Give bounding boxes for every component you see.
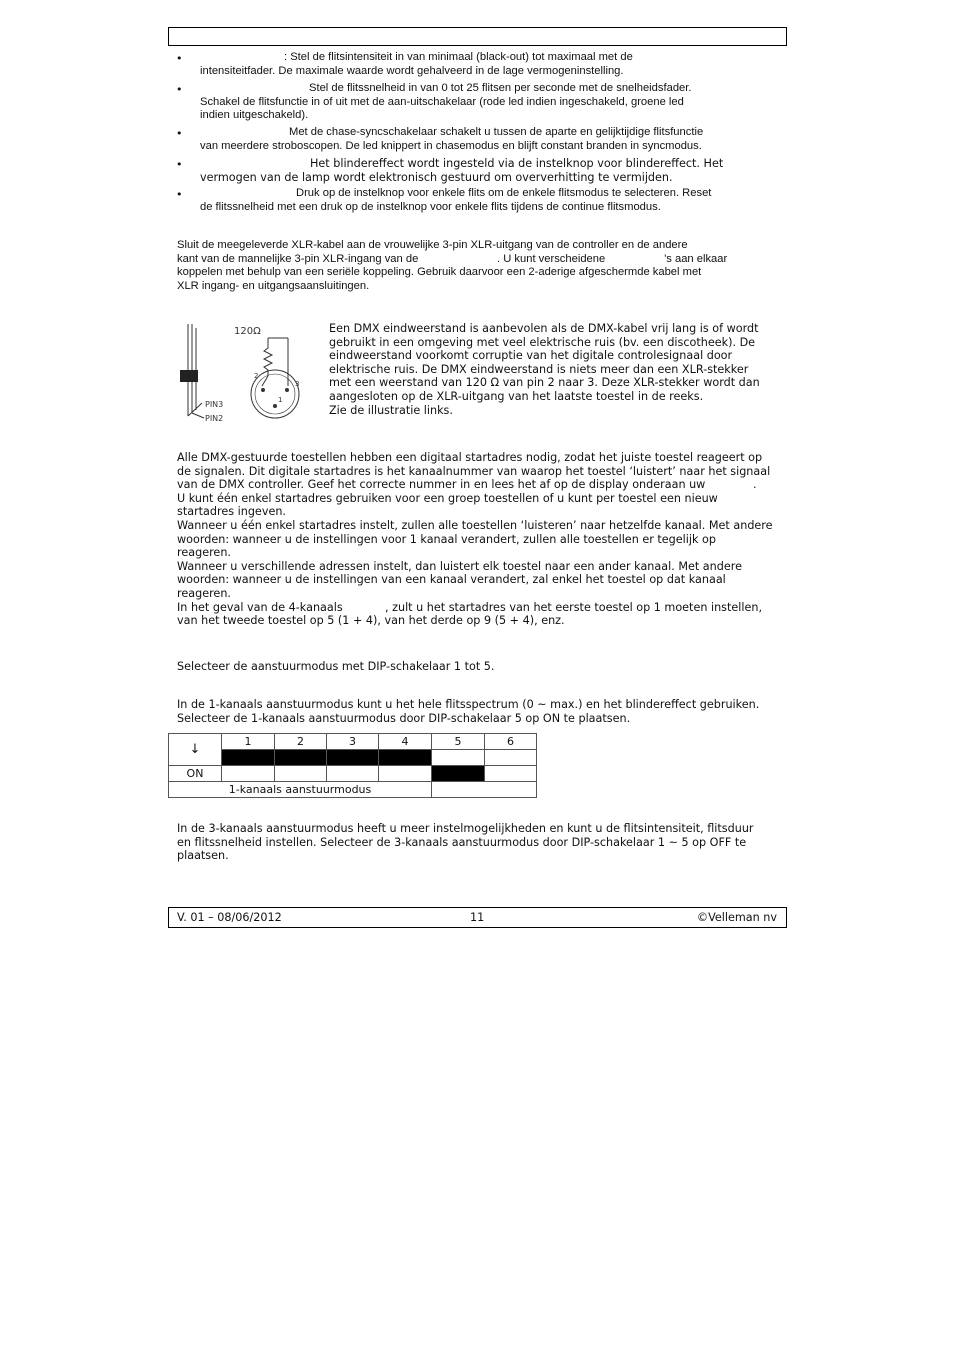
address-line: de signalen. Dit digitale startadres is het kanaalnummer van waarop het toestel ‘luistert’ naar het signaal: [177, 464, 771, 478]
three-ch-line: In de 3-kanaals aanstuurmodus heeft u meer instelmogelijkheden en kunt u de flitsintensiteit, flitsduur: [177, 822, 754, 835]
dip-on-label: ON: [169, 766, 222, 782]
one-ch-line: In de 1-kanaals aanstuurmodus kunt u het hele flitsspectrum (0 ~ max.) en het blindereffect gebruiken.: [177, 698, 760, 711]
address-line: , zult u het startadres van het eerste toestel op 1 moeten instellen,: [385, 600, 763, 614]
xlr-line-2c: ’s aan elkaar: [664, 252, 728, 265]
address-line: woorden: wanneer u de instellingen voor 1 kanaal verandert, zullen alle toestellen er tegelijk op: [177, 532, 716, 546]
dip-switch-5-off: [432, 750, 485, 766]
one-ch-line: Selecteer de 1-kanaals aanstuurmodus door DIP-schakelaar 5 op ON te plaatsen.: [177, 711, 631, 725]
pin-num-1: 1: [278, 396, 283, 404]
xlr-line-2a: kant van de mannelijke 3-pin XLR-ingang van de: [177, 252, 419, 265]
bullet-dot: •: [176, 127, 183, 140]
dip-switch-3-on: [327, 766, 379, 782]
xlr-line-4: XLR ingang- en uitgangsaansluitingen.: [177, 279, 370, 292]
bullet-4-line-2: vermogen van de lamp wordt elektronisch gestuurd om oververhitting te vermijden.: [200, 170, 673, 184]
bullet-dot: •: [176, 188, 183, 201]
address-line: van het tweede toestel op 5 (1 + 4), van het derde op 9 (5 + 4), enz.: [177, 614, 565, 628]
address-line: .: [753, 478, 757, 492]
dmx-term-line: eindweerstand voorkomt corruptie van het digitale controlesignaal door: [329, 349, 733, 363]
dip-switch-2-off: [275, 750, 327, 766]
bullet-4: [200, 157, 780, 184]
bullet-2: [200, 82, 780, 123]
dmx-term-line: Een DMX eindweerstand is aanbevolen als de DMX-kabel vrij lang is of wordt: [329, 322, 759, 335]
bullet-dot: •: [176, 158, 183, 171]
footer-page-number: 11: [470, 911, 485, 924]
address-paragraph: [177, 451, 782, 628]
bullet-4-line-1: Het blindereffect wordt ingesteld via de instelknop voor blindereffect. Het: [310, 157, 724, 170]
dip-switch-6-on: [485, 766, 537, 782]
dmx-termination-text: [329, 322, 784, 417]
dip-switch-1-off: [222, 750, 275, 766]
three-channel-paragraph: [177, 822, 782, 863]
header-box: [168, 27, 787, 46]
bullet-5-line-2: de flitssnelheid met een druk op de instelknop voor enkele flits tijdens de continue flitsmodus.: [200, 200, 661, 213]
dmx-term-line: gebruikt in een omgeving met veel elektrische ruis (bv. een discotheek). De: [329, 335, 756, 349]
dip-header: 4: [379, 734, 432, 750]
address-line: Wanneer u verschillende adressen instelt, dan luistert elk toestel naar een ander kanaal. Met andere: [177, 559, 742, 573]
bullet-2-line-3: indien uitgeschakeld).: [200, 109, 309, 122]
address-line: Wanneer u één enkel startadres instelt, zullen alle toestellen ‘luisteren’ naar hetzelfde kanaal. Met andere: [177, 518, 773, 532]
address-line: startadres ingeven.: [177, 505, 286, 519]
bullet-3-line-2: van meerdere stroboscopen. De led knippert in chasemodus en blijft constant branden in syncmodus.: [200, 139, 702, 152]
three-ch-line: plaatsen.: [177, 849, 229, 863]
dip-header: 6: [485, 734, 537, 750]
dip-switch-2-on: [275, 766, 327, 782]
dmx-term-line: aangesloten op de XLR-uitgang van het laatste toestel in de reeks.: [329, 389, 704, 403]
dip-caption: 1-kanaals aanstuurmodus: [169, 782, 432, 798]
page-footer: [168, 907, 787, 928]
dmx-term-line: met een weerstand van 120 Ω van pin 2 naar 3. Deze XLR-stekker wordt dan: [329, 376, 760, 390]
address-line: reageren.: [177, 586, 231, 600]
dip-switch-1-on: [222, 766, 275, 782]
three-ch-line: en flitssnelheid instellen. Selecteer de 3-kanaals aanstuurmodus door DIP-schakelaar 1 ~ 5 op OFF te: [177, 835, 747, 849]
dip-switch-4-on: [379, 766, 432, 782]
down-arrow-icon: ↓: [169, 734, 222, 766]
bullet-1-line-1: Stel de flitsintensiteit in van minimaal (black-out) tot maximaal met de: [290, 51, 633, 63]
footer-copyright: ©Velleman nv: [696, 911, 777, 924]
xlr-line-3: koppelen met behulp van een seriële koppeling. Gebruik daarvoor een 2-aderige afgeschermde kabel met: [177, 266, 702, 279]
dip-header: 2: [275, 734, 327, 750]
address-line: In het geval van de 4-kanaals: [177, 600, 343, 614]
pin-num-3: 3: [295, 380, 300, 388]
one-channel-paragraph: [177, 698, 782, 725]
bullet-5: [200, 187, 780, 214]
dip-header: 1: [222, 734, 275, 750]
dip-switch-table: [168, 733, 537, 798]
bullet-dot: •: [176, 83, 183, 96]
bullet-3-line-1: Met de chase-syncschakelaar schakelt u tussen de aparte en gelijktijdige flitsfunctie: [289, 126, 704, 138]
dmx-term-line: Zie de illustratie links.: [329, 403, 453, 417]
address-line: U kunt één enkel startadres gebruiken voor een groep toestellen of u kunt per toestel een nieuw: [177, 491, 718, 505]
bullet-5-line-1: Druk op de instelknop voor enkele flits om de enkele flitsmodus te selecteren. Reset: [296, 187, 712, 199]
dmx-term-line: elektrische ruis. De DMX eindweerstand is niets meer dan een XLR-stekker: [329, 362, 749, 376]
pin3-label: PIN3: [205, 400, 224, 409]
address-line: reageren.: [177, 546, 231, 560]
pin-num-2: 2: [254, 372, 259, 380]
bullet-1-line-2: intensiteitfader. De maximale waarde wordt gehalveerd in de lage vermogeninstelling.: [200, 64, 624, 77]
address-line: woorden: wanneer u de instellingen van een kanaal verandert, zal enkel het toestel op dat kanaal: [177, 573, 726, 587]
bullet-dot: •: [176, 52, 183, 65]
dip-caption-spacer: [432, 782, 537, 798]
dmx-terminator-figure: [170, 318, 320, 428]
dip-switch-6-off: [485, 750, 537, 766]
dip-header: 5: [432, 734, 485, 750]
address-line: van de DMX controller. Geef het correcte nummer in en lees het af op de display onderaan uw: [177, 478, 706, 492]
mode-select-text: Selecteer de aanstuurmodus met DIP-schakelaar 1 tot 5.: [177, 660, 495, 673]
address-line: Alle DMX-gestuurde toestellen hebben een digitaal startadres nodig, zodat het juiste toestel reageert op: [177, 451, 763, 464]
pin2-label: PIN2: [205, 414, 224, 423]
bullet-3: [200, 126, 780, 153]
bullet-1: : Stel de flitsintensiteit in van minimaal (black-out) tot maximaal met de intensiteitfader. De maximale waarde wordt gehalveerd in de lage vermogeninstelling.: [200, 51, 780, 78]
resistor-label: 120Ω: [234, 326, 261, 337]
xlr-paragraph: [177, 239, 780, 293]
bullet-2-line-2: Schakel de flitsfunctie in of uit met de aan-uitschakelaar (rode led indien ingeschakeld, groene led: [200, 95, 684, 108]
dip-switch-5-on: [432, 766, 485, 782]
dip-header: 3: [327, 734, 379, 750]
bullet-2-line-1: Stel de flitssnelheid in van 0 tot 25 flitsen per seconde met de snelheidsfader.: [309, 82, 692, 94]
dip-switch-3-off: [327, 750, 379, 766]
xlr-line-1: Sluit de meegeleverde XLR-kabel aan de vrouwelijke 3-pin XLR-uitgang van de controller en de andere: [177, 239, 688, 251]
dip-switch-4-off: [379, 750, 432, 766]
xlr-line-2b: . U kunt verscheidene: [497, 252, 606, 265]
footer-version: V. 01 – 08/06/2012: [177, 911, 282, 924]
